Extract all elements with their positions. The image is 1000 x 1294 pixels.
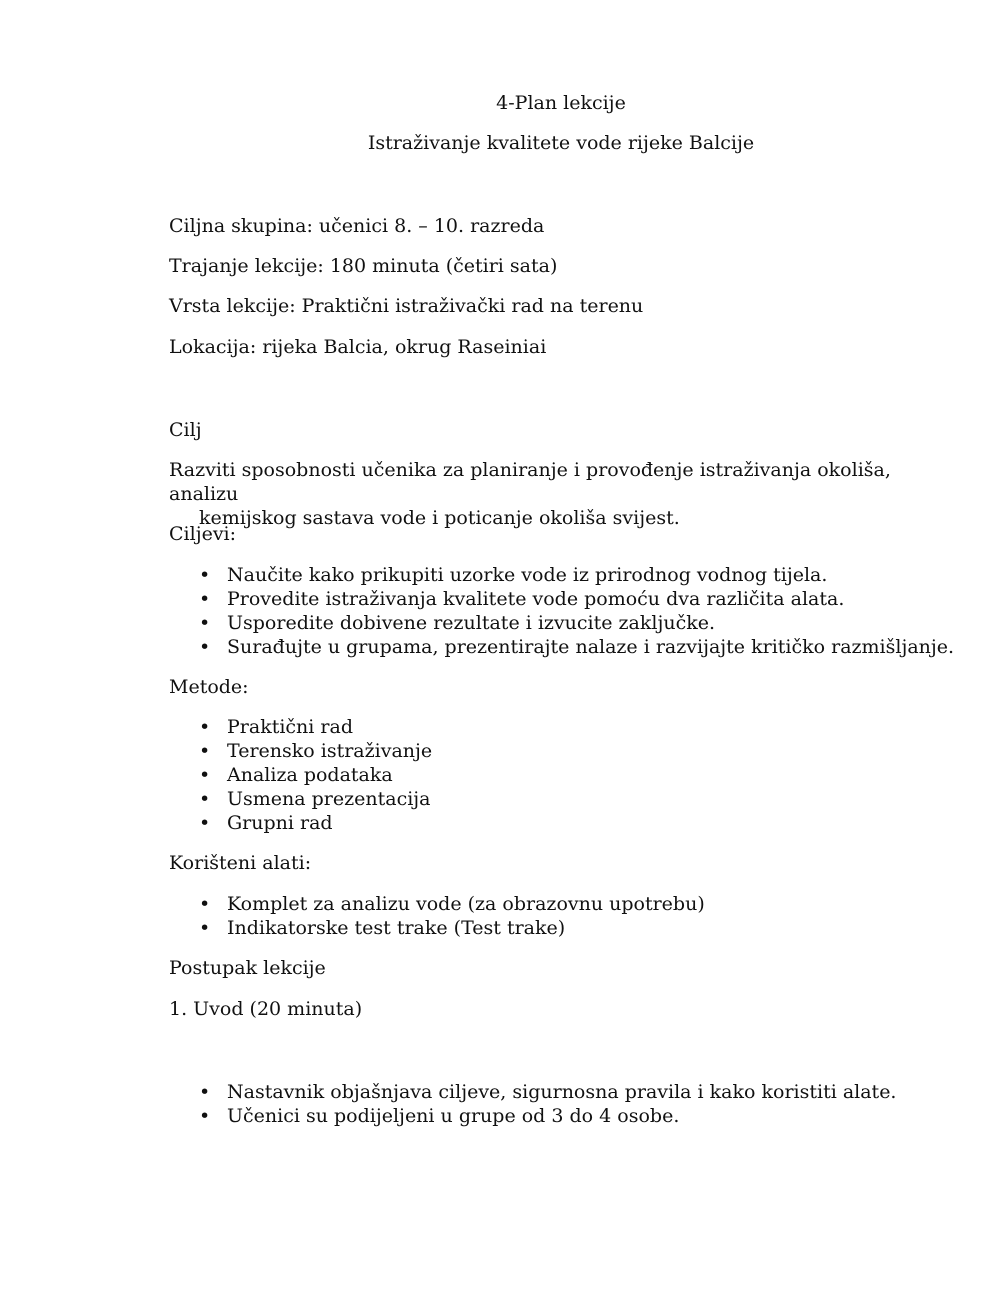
goal-paragraph xyxy=(169,458,949,530)
bullet-icon: • xyxy=(199,588,211,610)
methods-heading: Metode: xyxy=(169,676,249,698)
list-item: • Terensko istraživanje xyxy=(199,740,433,762)
lesson-type-line: Vrsta lekcije: Praktični istraživački rad na terenu xyxy=(169,295,644,317)
tools-list xyxy=(169,892,705,940)
step-1-heading: 1. Uvod (20 minuta) xyxy=(169,998,363,1020)
list-item: • Naučite kako prikupiti uzorke vode iz prirodnog vodnog tijela. xyxy=(199,564,828,586)
bullet-icon: • xyxy=(199,564,211,586)
bullet-icon: • xyxy=(199,716,211,738)
bullet-icon: • xyxy=(199,812,211,834)
bullet-icon: • xyxy=(199,1105,211,1127)
objectives-list xyxy=(169,563,954,659)
bullet-icon: • xyxy=(199,612,211,634)
location-line: Lokacija: rijeka Balcia, okrug Raseiniai xyxy=(169,336,547,358)
list-item: • Provedite istraživanja kvalitete vode pomoću dva različita alata. xyxy=(199,588,845,610)
list-item: • Surađujte u grupama, prezentirajte nalaze i razvijajte kritičko razmišljanje. xyxy=(199,636,955,658)
target-group-line: Ciljna skupina: učenici 8. – 10. razreda xyxy=(169,215,545,237)
list-item: • Komplet za analizu vode (za obrazovnu upotrebu) xyxy=(199,893,705,915)
bullet-icon: • xyxy=(199,636,211,658)
bullet-icon: • xyxy=(199,1081,211,1103)
objectives-heading: Ciljevi: xyxy=(169,523,237,545)
bullet-icon: • xyxy=(199,917,211,939)
list-item: • Praktični rad xyxy=(199,716,353,738)
list-item: • Analiza podataka xyxy=(199,764,393,786)
list-item: • Indikatorske test trake (Test trake) xyxy=(199,917,566,939)
goal-heading: Cilj xyxy=(169,419,202,441)
document-title: 4-Plan lekcije xyxy=(496,92,626,114)
bullet-icon: • xyxy=(199,740,211,762)
methods-list xyxy=(169,715,432,835)
step-1-list xyxy=(169,1080,896,1128)
list-item: • Nastavnik objašnjava ciljeve, sigurnosna pravila i kako koristiti alate. xyxy=(199,1081,897,1103)
list-item: • Usporedite dobivene rezultate i izvucite zaključke. xyxy=(199,612,716,634)
list-item: • Grupni rad xyxy=(199,812,333,834)
bullet-icon: • xyxy=(199,893,211,915)
document-subtitle: Istraživanje kvalitete vode rijeke Balcije xyxy=(367,132,755,154)
duration-line: Trajanje lekcije: 180 minuta (četiri sata) xyxy=(169,255,558,277)
list-item: • Učenici su podijeljeni u grupe od 3 do 4 osobe. xyxy=(199,1105,680,1127)
goal-paragraph-line-2: kemijskog sastava vode i poticanje okoliša svijest. xyxy=(199,507,680,529)
list-item: • Usmena prezentacija xyxy=(199,788,431,810)
procedure-heading: Postupak lekcije xyxy=(169,957,326,979)
bullet-icon: • xyxy=(199,764,211,786)
bullet-icon: • xyxy=(199,788,211,810)
goal-paragraph-line-1: Razviti sposobnosti učenika za planiranje i provođenje istraživanja okoliša, analizu xyxy=(169,459,891,505)
tools-heading: Korišteni alati: xyxy=(169,852,312,874)
